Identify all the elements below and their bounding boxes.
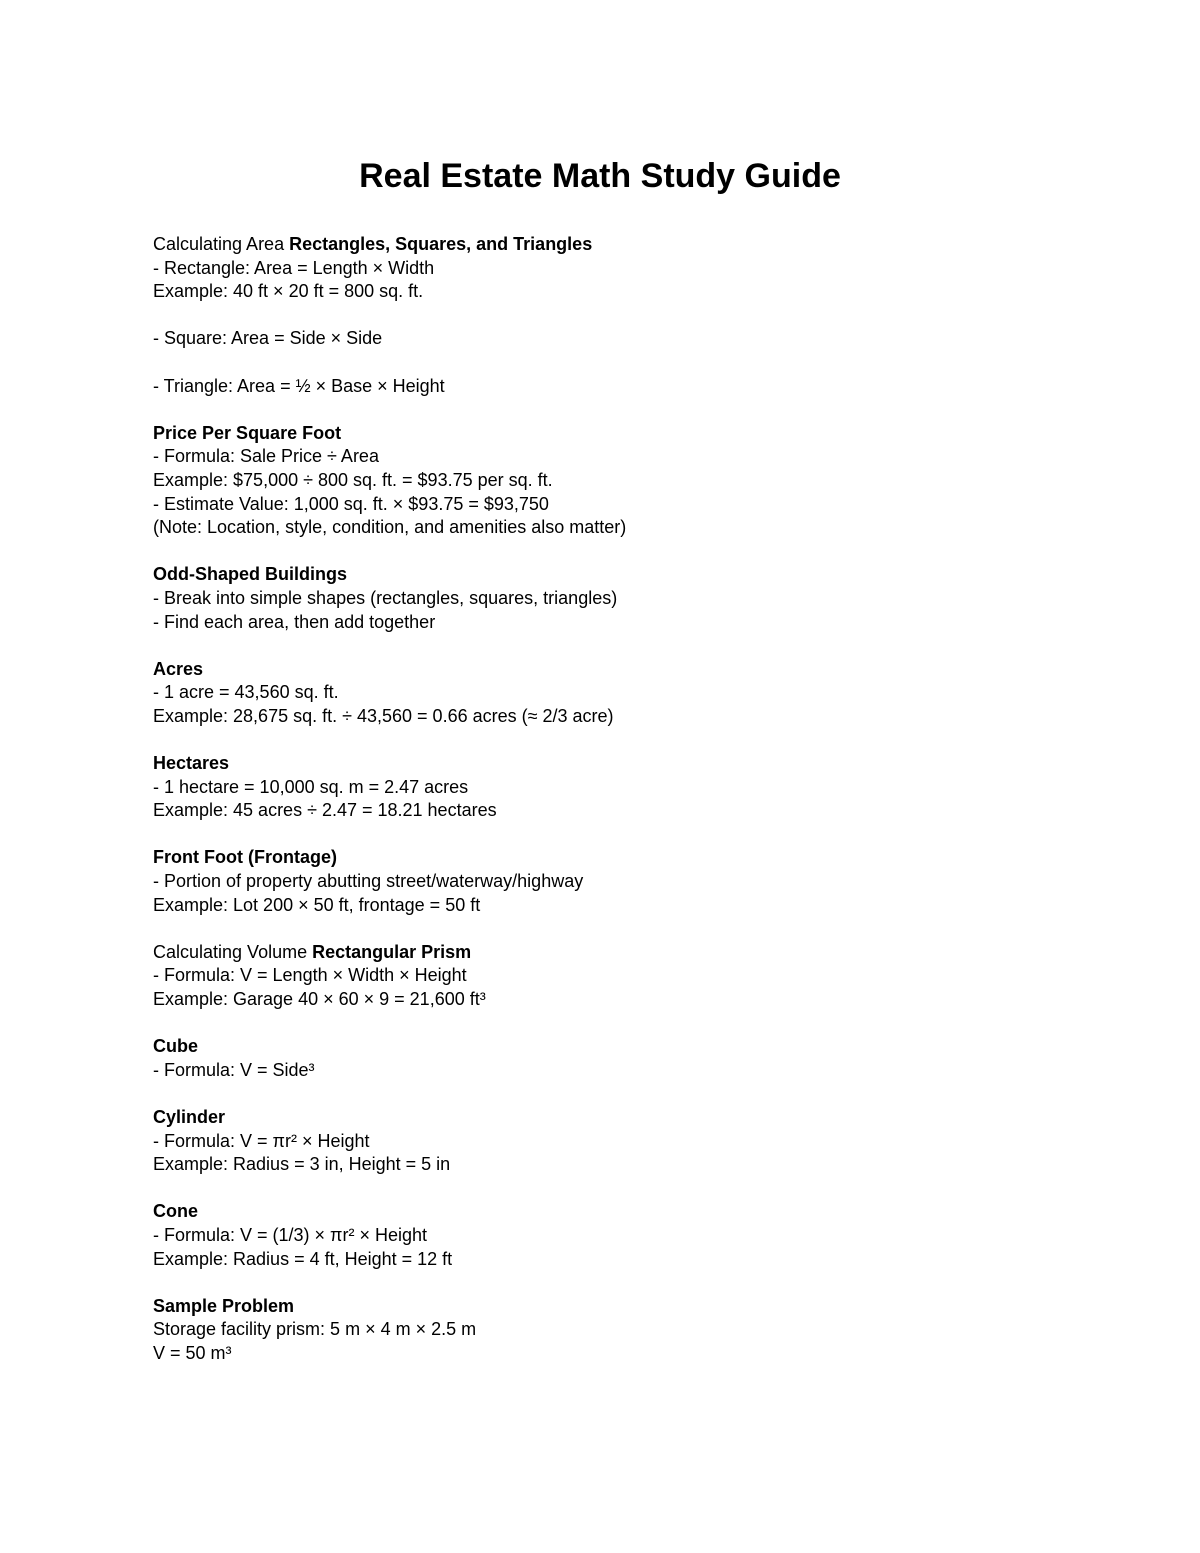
- acres-heading: Acres: [153, 658, 204, 679]
- rectangle-formula: - Rectangle: Area = Length × Width: [153, 257, 435, 278]
- acres-example: Example: 28,675 sq. ft. ÷ 43,560 = 0.66 acres (≈ 2/3 acre): [153, 705, 614, 726]
- spacer: [153, 917, 1053, 941]
- hectares-line-1: - 1 hectare = 10,000 sq. m = 2.47 acres: [153, 776, 469, 797]
- odd-shaped-line-1: - Break into simple shapes (rectangles, squares, triangles): [153, 587, 618, 608]
- volume-heading-prefix: Calculating Volume: [153, 941, 313, 962]
- triangle-formula: - Triangle: Area = ½ × Base × Height: [153, 375, 445, 396]
- odd-shaped-heading: Odd-Shaped Buildings: [153, 564, 347, 585]
- cone-heading: Cone: [153, 1201, 198, 1222]
- acres-line-1: - 1 acre = 43,560 sq. ft.: [153, 682, 339, 703]
- sample-problem-line-2: V = 50 m³: [153, 1342, 232, 1363]
- cylinder-formula: - Formula: V = πr² × Height: [153, 1130, 370, 1151]
- price-per-sqft-formula: - Formula: Sale Price ÷ Area: [153, 446, 379, 467]
- spacer: [153, 540, 1053, 564]
- odd-shaped-line-2: - Find each area, then add together: [153, 611, 436, 632]
- spacer: [153, 1012, 1053, 1036]
- spacer: [153, 728, 1053, 752]
- cube-formula: - Formula: V = Side³: [153, 1059, 315, 1080]
- document-body: [153, 233, 1053, 1366]
- square-formula: - Square: Area = Side × Side: [153, 328, 383, 349]
- spacer: [153, 351, 1053, 375]
- volume-formula: - Formula: V = Length × Width × Height: [153, 965, 467, 986]
- volume-heading-line: [153, 941, 1053, 965]
- area-heading-line: [153, 233, 1053, 257]
- cylinder-heading: Cylinder: [153, 1106, 226, 1127]
- page-title: Real Estate Math Study Guide: [359, 157, 841, 195]
- sample-problem-heading: Sample Problem: [153, 1295, 295, 1316]
- spacer: [153, 1082, 1053, 1106]
- sample-problem-line-1: Storage facility prism: 5 m × 4 m × 2.5 m: [153, 1319, 477, 1340]
- area-heading: Rectangles, Squares, and Triangles: [289, 234, 593, 254]
- hectares-example: Example: 45 acres ÷ 2.47 = 18.21 hectares: [153, 800, 497, 821]
- front-foot-example: Example: Lot 200 × 50 ft, frontage = 50 ft: [153, 894, 481, 915]
- hectares-heading: Hectares: [153, 753, 230, 774]
- volume-heading: Rectangular Prism: [312, 941, 472, 962]
- spacer: [153, 304, 1053, 328]
- spacer: [153, 398, 1053, 422]
- front-foot-heading: Front Foot (Frontage): [153, 847, 337, 868]
- cone-formula: - Formula: V = (1/3) × πr² × Height: [153, 1224, 428, 1245]
- front-foot-line-1: - Portion of property abutting street/waterway/highway: [153, 871, 584, 892]
- spacer: [153, 1271, 1053, 1295]
- rectangle-example: Example: 40 ft × 20 ft = 800 sq. ft.: [153, 281, 424, 302]
- price-per-sqft-note: (Note: Location, style, condition, and amenities also matter): [153, 517, 627, 538]
- spacer: [153, 1177, 1053, 1201]
- price-per-sqft-heading: Price Per Square Foot: [153, 422, 342, 443]
- spacer: [153, 823, 1053, 847]
- price-per-sqft-estimate: - Estimate Value: 1,000 sq. ft. × $93.75 = $93,750: [153, 493, 549, 514]
- cylinder-example: Example: Radius = 3 in, Height = 5 in: [153, 1154, 451, 1175]
- price-per-sqft-example: Example: $75,000 ÷ 800 sq. ft. = $93.75 per sq. ft.: [153, 469, 553, 490]
- cone-example: Example: Radius = 4 ft, Height = 12 ft: [153, 1248, 453, 1269]
- spacer: [153, 634, 1053, 658]
- cube-heading: Cube: [153, 1036, 198, 1057]
- volume-example: Example: Garage 40 × 60 × 9 = 21,600 ft³: [153, 989, 486, 1009]
- area-heading-prefix: Calculating Area: [153, 234, 290, 254]
